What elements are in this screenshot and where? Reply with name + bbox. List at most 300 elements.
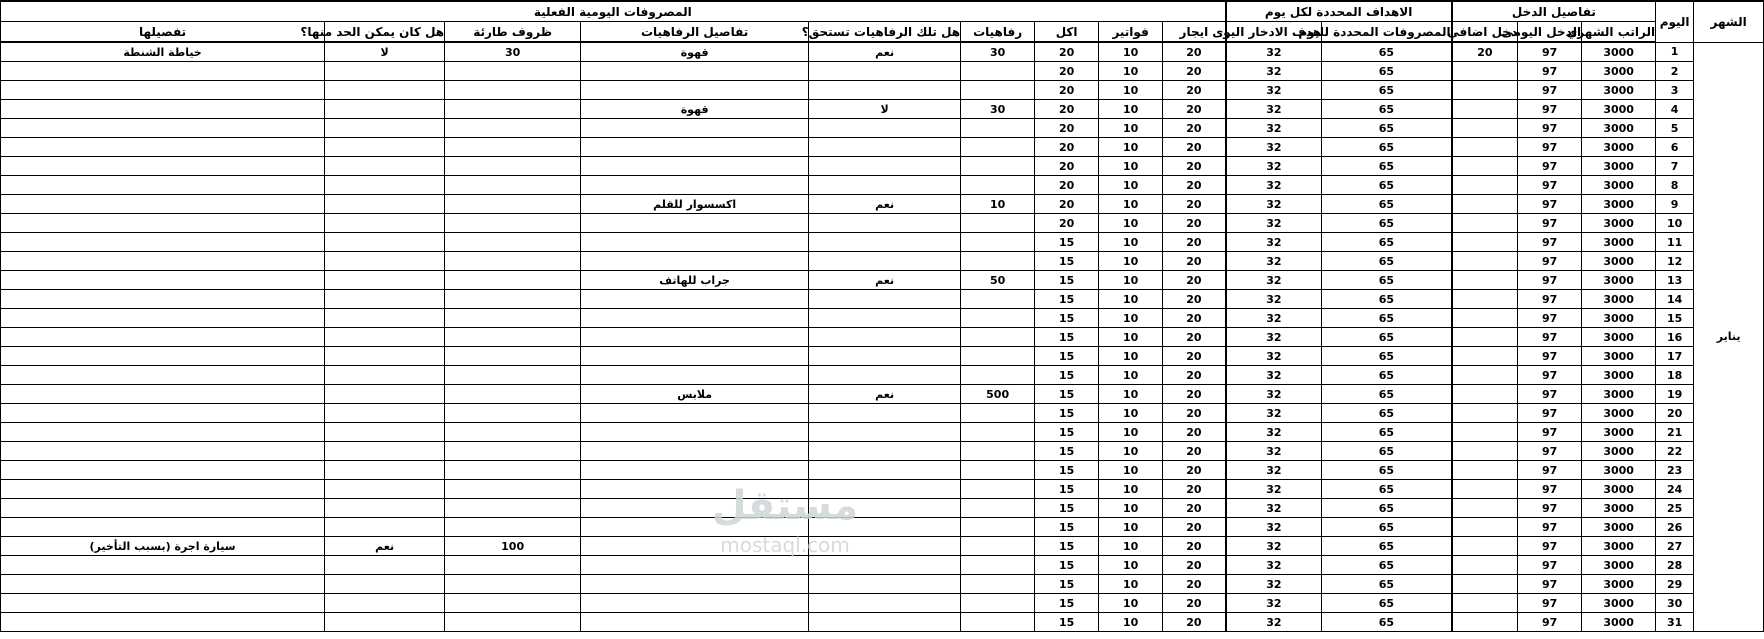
worth-it-cell[interactable] [809,214,961,233]
details-cell[interactable] [1,613,325,632]
luxuries-cell[interactable]: 500 [961,385,1035,404]
worth-it-cell[interactable] [809,594,961,613]
monthly-salary-cell[interactable]: 3000 [1582,556,1656,575]
worth-it-cell[interactable]: لا [809,100,961,119]
worth-it-cell[interactable] [809,537,961,556]
emergencies-cell[interactable] [445,138,581,157]
day-cell[interactable]: 3 [1656,81,1694,100]
day-cell[interactable]: 29 [1656,575,1694,594]
daily-planned-spend-cell[interactable]: 65 [1322,480,1452,499]
luxuries-cell[interactable] [961,518,1035,537]
emergencies-cell[interactable] [445,176,581,195]
worth-it-cell[interactable]: نعم [809,385,961,404]
food-cell[interactable]: 15 [1035,423,1099,442]
daily-saving-target-cell[interactable]: 32 [1226,423,1322,442]
rent-cell[interactable]: 20 [1163,461,1226,480]
luxuries-cell[interactable] [961,81,1035,100]
monthly-salary-cell[interactable]: 3000 [1582,81,1656,100]
bills-cell[interactable]: 10 [1099,309,1163,328]
emergencies-cell[interactable] [445,385,581,404]
rent-cell[interactable]: 20 [1163,100,1226,119]
extra-income-cell[interactable] [1452,594,1518,613]
extra-income-cell[interactable] [1452,499,1518,518]
daily-saving-target-cell[interactable]: 32 [1226,100,1322,119]
daily-saving-target-cell[interactable]: 32 [1226,499,1322,518]
rent-cell[interactable]: 20 [1163,385,1226,404]
emergencies-cell[interactable] [445,518,581,537]
emergencies-cell[interactable]: 100 [445,537,581,556]
food-cell[interactable]: 20 [1035,195,1099,214]
daily-planned-spend-cell[interactable]: 65 [1322,176,1452,195]
could-reduce-cell[interactable] [325,328,445,347]
daily-planned-spend-cell[interactable]: 65 [1322,594,1452,613]
could-reduce-cell[interactable] [325,499,445,518]
could-reduce-cell[interactable]: نعم [325,537,445,556]
could-reduce-cell[interactable] [325,461,445,480]
daily-saving-target-cell[interactable]: 32 [1226,176,1322,195]
luxuries-cell[interactable]: 30 [961,42,1035,62]
daily-planned-spend-cell[interactable]: 65 [1322,423,1452,442]
rent-cell[interactable]: 20 [1163,271,1226,290]
food-cell[interactable]: 15 [1035,290,1099,309]
luxuries-cell[interactable] [961,290,1035,309]
bills-cell[interactable]: 10 [1099,252,1163,271]
details-cell[interactable] [1,271,325,290]
rent-cell[interactable]: 20 [1163,176,1226,195]
details-cell[interactable] [1,195,325,214]
food-cell[interactable]: 15 [1035,594,1099,613]
daily-planned-spend-cell[interactable]: 65 [1322,613,1452,632]
emergencies-cell[interactable] [445,157,581,176]
bills-cell[interactable]: 10 [1099,271,1163,290]
details-cell[interactable] [1,575,325,594]
monthly-salary-cell[interactable]: 3000 [1582,138,1656,157]
extra-income-cell[interactable] [1452,252,1518,271]
rent-cell[interactable]: 20 [1163,195,1226,214]
monthly-salary-cell[interactable]: 3000 [1582,537,1656,556]
luxury-details-cell[interactable] [581,233,809,252]
details-cell[interactable] [1,442,325,461]
details-cell[interactable] [1,214,325,233]
day-cell[interactable]: 27 [1656,537,1694,556]
emergencies-cell[interactable] [445,119,581,138]
luxuries-cell[interactable] [961,62,1035,81]
monthly-salary-cell[interactable]: 3000 [1582,157,1656,176]
extra-income-cell[interactable] [1452,442,1518,461]
emergencies-cell[interactable] [445,613,581,632]
rent-cell[interactable]: 20 [1163,157,1226,176]
daily-income-cell[interactable]: 97 [1518,62,1582,81]
daily-planned-spend-cell[interactable]: 65 [1322,385,1452,404]
daily-saving-target-cell[interactable]: 32 [1226,461,1322,480]
daily-saving-target-cell[interactable]: 32 [1226,518,1322,537]
bills-cell[interactable]: 10 [1099,442,1163,461]
food-cell[interactable]: 15 [1035,499,1099,518]
daily-planned-spend-cell[interactable]: 65 [1322,42,1452,62]
details-cell[interactable] [1,62,325,81]
monthly-salary-cell[interactable]: 3000 [1582,328,1656,347]
bills-cell[interactable]: 10 [1099,328,1163,347]
luxury-details-cell[interactable]: جراب للهاتف [581,271,809,290]
bills-cell[interactable]: 10 [1099,119,1163,138]
luxury-details-cell[interactable] [581,575,809,594]
monthly-salary-cell[interactable]: 3000 [1582,518,1656,537]
could-reduce-cell[interactable] [325,157,445,176]
could-reduce-cell[interactable] [325,271,445,290]
day-cell[interactable]: 26 [1656,518,1694,537]
luxuries-cell[interactable] [961,138,1035,157]
daily-planned-spend-cell[interactable]: 65 [1322,290,1452,309]
daily-income-cell[interactable]: 97 [1518,100,1582,119]
rent-cell[interactable]: 20 [1163,404,1226,423]
food-cell[interactable]: 15 [1035,461,1099,480]
monthly-salary-cell[interactable]: 3000 [1582,309,1656,328]
rent-cell[interactable]: 20 [1163,423,1226,442]
bills-cell[interactable]: 10 [1099,461,1163,480]
day-cell[interactable]: 8 [1656,176,1694,195]
bills-cell[interactable]: 10 [1099,613,1163,632]
luxury-details-cell[interactable] [581,157,809,176]
daily-income-cell[interactable]: 97 [1518,404,1582,423]
day-cell[interactable]: 28 [1656,556,1694,575]
extra-income-cell[interactable] [1452,233,1518,252]
luxury-details-cell[interactable] [581,404,809,423]
luxury-details-cell[interactable] [581,537,809,556]
daily-income-cell[interactable]: 97 [1518,252,1582,271]
could-reduce-cell[interactable] [325,214,445,233]
daily-planned-spend-cell[interactable]: 65 [1322,195,1452,214]
food-cell[interactable]: 15 [1035,613,1099,632]
daily-income-cell[interactable]: 97 [1518,613,1582,632]
luxuries-cell[interactable] [961,157,1035,176]
rent-cell[interactable]: 20 [1163,556,1226,575]
emergencies-cell[interactable] [445,461,581,480]
rent-cell[interactable]: 20 [1163,81,1226,100]
rent-cell[interactable]: 20 [1163,366,1226,385]
emergencies-cell[interactable] [445,442,581,461]
luxury-details-cell[interactable]: قهوة [581,100,809,119]
daily-planned-spend-cell[interactable]: 65 [1322,100,1452,119]
emergencies-cell[interactable] [445,556,581,575]
day-cell[interactable]: 5 [1656,119,1694,138]
emergencies-cell[interactable] [445,328,581,347]
daily-planned-spend-cell[interactable]: 65 [1322,328,1452,347]
worth-it-cell[interactable] [809,328,961,347]
could-reduce-cell[interactable] [325,309,445,328]
extra-income-cell[interactable] [1452,176,1518,195]
monthly-salary-cell[interactable]: 3000 [1582,214,1656,233]
day-cell[interactable]: 19 [1656,385,1694,404]
food-cell[interactable]: 15 [1035,252,1099,271]
food-cell[interactable]: 15 [1035,480,1099,499]
food-cell[interactable]: 15 [1035,442,1099,461]
emergencies-cell[interactable] [445,195,581,214]
emergencies-cell[interactable] [445,252,581,271]
daily-saving-target-cell[interactable]: 32 [1226,328,1322,347]
extra-income-cell[interactable] [1452,366,1518,385]
daily-planned-spend-cell[interactable]: 65 [1322,556,1452,575]
luxuries-cell[interactable] [961,575,1035,594]
food-cell[interactable]: 15 [1035,366,1099,385]
food-cell[interactable]: 20 [1035,214,1099,233]
luxuries-cell[interactable] [961,309,1035,328]
luxury-details-cell[interactable] [581,214,809,233]
extra-income-cell[interactable] [1452,518,1518,537]
rent-cell[interactable]: 20 [1163,347,1226,366]
food-cell[interactable]: 20 [1035,42,1099,62]
emergencies-cell[interactable]: 30 [445,42,581,62]
luxury-details-cell[interactable] [581,290,809,309]
could-reduce-cell[interactable] [325,613,445,632]
details-cell[interactable] [1,138,325,157]
daily-saving-target-cell[interactable]: 32 [1226,157,1322,176]
daily-income-cell[interactable]: 97 [1518,594,1582,613]
daily-saving-target-cell[interactable]: 32 [1226,195,1322,214]
rent-cell[interactable]: 20 [1163,138,1226,157]
worth-it-cell[interactable] [809,556,961,575]
details-cell[interactable] [1,328,325,347]
details-cell[interactable] [1,556,325,575]
luxuries-cell[interactable] [961,461,1035,480]
rent-cell[interactable]: 20 [1163,499,1226,518]
details-cell[interactable] [1,461,325,480]
emergencies-cell[interactable] [445,233,581,252]
rent-cell[interactable]: 20 [1163,575,1226,594]
luxury-details-cell[interactable] [581,252,809,271]
luxury-details-cell[interactable] [581,594,809,613]
luxury-details-cell[interactable] [581,62,809,81]
luxury-details-cell[interactable] [581,518,809,537]
details-cell[interactable]: سيارة اجرة (بسبب التأخير) [1,537,325,556]
luxuries-cell[interactable] [961,366,1035,385]
emergencies-cell[interactable] [445,271,581,290]
luxury-details-cell[interactable] [581,138,809,157]
details-cell[interactable]: خياطة الشنطة [1,42,325,62]
food-cell[interactable]: 15 [1035,404,1099,423]
details-cell[interactable] [1,404,325,423]
daily-income-cell[interactable]: 97 [1518,138,1582,157]
rent-cell[interactable]: 20 [1163,214,1226,233]
monthly-salary-cell[interactable]: 3000 [1582,233,1656,252]
daily-saving-target-cell[interactable]: 32 [1226,480,1322,499]
luxury-details-cell[interactable] [581,176,809,195]
luxury-details-cell[interactable]: اكسسوار للقلم [581,195,809,214]
day-cell[interactable]: 1 [1656,42,1694,62]
luxuries-cell[interactable]: 50 [961,271,1035,290]
bills-cell[interactable]: 10 [1099,556,1163,575]
details-cell[interactable] [1,290,325,309]
could-reduce-cell[interactable] [325,347,445,366]
luxury-details-cell[interactable] [581,613,809,632]
luxuries-cell[interactable] [961,480,1035,499]
rent-cell[interactable]: 20 [1163,309,1226,328]
worth-it-cell[interactable] [809,252,961,271]
monthly-salary-cell[interactable]: 3000 [1582,62,1656,81]
extra-income-cell[interactable] [1452,404,1518,423]
monthly-salary-cell[interactable]: 3000 [1582,480,1656,499]
could-reduce-cell[interactable] [325,442,445,461]
rent-cell[interactable]: 20 [1163,233,1226,252]
could-reduce-cell[interactable] [325,252,445,271]
details-cell[interactable] [1,423,325,442]
luxury-details-cell[interactable] [581,442,809,461]
food-cell[interactable]: 20 [1035,157,1099,176]
day-cell[interactable]: 21 [1656,423,1694,442]
daily-income-cell[interactable]: 97 [1518,119,1582,138]
bills-cell[interactable]: 10 [1099,290,1163,309]
monthly-salary-cell[interactable]: 3000 [1582,423,1656,442]
worth-it-cell[interactable] [809,423,961,442]
daily-planned-spend-cell[interactable]: 65 [1322,347,1452,366]
luxuries-cell[interactable] [961,233,1035,252]
extra-income-cell[interactable] [1452,81,1518,100]
details-cell[interactable] [1,480,325,499]
daily-saving-target-cell[interactable]: 32 [1226,309,1322,328]
luxuries-cell[interactable]: 30 [961,100,1035,119]
bills-cell[interactable]: 10 [1099,347,1163,366]
could-reduce-cell[interactable] [325,423,445,442]
rent-cell[interactable]: 20 [1163,119,1226,138]
food-cell[interactable]: 15 [1035,556,1099,575]
day-cell[interactable]: 18 [1656,366,1694,385]
food-cell[interactable]: 15 [1035,347,1099,366]
emergencies-cell[interactable] [445,290,581,309]
food-cell[interactable]: 15 [1035,575,1099,594]
monthly-salary-cell[interactable]: 3000 [1582,366,1656,385]
extra-income-cell[interactable] [1452,195,1518,214]
could-reduce-cell[interactable] [325,575,445,594]
monthly-salary-cell[interactable]: 3000 [1582,195,1656,214]
daily-income-cell[interactable]: 97 [1518,309,1582,328]
bills-cell[interactable]: 10 [1099,138,1163,157]
luxury-details-cell[interactable] [581,309,809,328]
bills-cell[interactable]: 10 [1099,233,1163,252]
details-cell[interactable] [1,119,325,138]
could-reduce-cell[interactable] [325,480,445,499]
could-reduce-cell[interactable] [325,385,445,404]
day-cell[interactable]: 25 [1656,499,1694,518]
details-cell[interactable] [1,347,325,366]
luxury-details-cell[interactable] [581,461,809,480]
daily-saving-target-cell[interactable]: 32 [1226,347,1322,366]
day-cell[interactable]: 30 [1656,594,1694,613]
day-cell[interactable]: 7 [1656,157,1694,176]
luxury-details-cell[interactable] [581,499,809,518]
daily-planned-spend-cell[interactable]: 65 [1322,119,1452,138]
daily-saving-target-cell[interactable]: 32 [1226,62,1322,81]
day-cell[interactable]: 12 [1656,252,1694,271]
day-cell[interactable]: 4 [1656,100,1694,119]
extra-income-cell[interactable] [1452,62,1518,81]
luxuries-cell[interactable] [961,556,1035,575]
luxury-details-cell[interactable]: ملابس [581,385,809,404]
daily-saving-target-cell[interactable]: 32 [1226,575,1322,594]
could-reduce-cell[interactable] [325,556,445,575]
daily-saving-target-cell[interactable]: 32 [1226,366,1322,385]
emergencies-cell[interactable] [445,309,581,328]
extra-income-cell[interactable] [1452,119,1518,138]
daily-income-cell[interactable]: 97 [1518,157,1582,176]
daily-income-cell[interactable]: 97 [1518,195,1582,214]
daily-planned-spend-cell[interactable]: 65 [1322,252,1452,271]
extra-income-cell[interactable] [1452,328,1518,347]
luxury-details-cell[interactable]: قهوة [581,42,809,62]
day-cell[interactable]: 17 [1656,347,1694,366]
food-cell[interactable]: 15 [1035,537,1099,556]
details-cell[interactable] [1,252,325,271]
luxuries-cell[interactable]: 10 [961,195,1035,214]
daily-saving-target-cell[interactable]: 32 [1226,442,1322,461]
could-reduce-cell[interactable] [325,62,445,81]
emergencies-cell[interactable] [445,81,581,100]
luxury-details-cell[interactable] [581,119,809,138]
daily-income-cell[interactable]: 97 [1518,556,1582,575]
daily-planned-spend-cell[interactable]: 65 [1322,404,1452,423]
emergencies-cell[interactable] [445,404,581,423]
worth-it-cell[interactable] [809,309,961,328]
details-cell[interactable] [1,366,325,385]
bills-cell[interactable]: 10 [1099,214,1163,233]
daily-income-cell[interactable]: 97 [1518,442,1582,461]
worth-it-cell[interactable] [809,480,961,499]
daily-saving-target-cell[interactable]: 32 [1226,404,1322,423]
bills-cell[interactable]: 10 [1099,423,1163,442]
extra-income-cell[interactable] [1452,214,1518,233]
worth-it-cell[interactable] [809,499,961,518]
could-reduce-cell[interactable] [325,404,445,423]
bills-cell[interactable]: 10 [1099,518,1163,537]
could-reduce-cell[interactable] [325,518,445,537]
worth-it-cell[interactable] [809,518,961,537]
daily-planned-spend-cell[interactable]: 65 [1322,62,1452,81]
details-cell[interactable] [1,385,325,404]
emergencies-cell[interactable] [445,594,581,613]
monthly-salary-cell[interactable]: 3000 [1582,100,1656,119]
bills-cell[interactable]: 10 [1099,499,1163,518]
bills-cell[interactable]: 10 [1099,62,1163,81]
extra-income-cell[interactable] [1452,613,1518,632]
luxuries-cell[interactable] [961,613,1035,632]
daily-planned-spend-cell[interactable]: 65 [1322,233,1452,252]
daily-income-cell[interactable]: 97 [1518,214,1582,233]
extra-income-cell[interactable] [1452,271,1518,290]
monthly-salary-cell[interactable]: 3000 [1582,385,1656,404]
daily-planned-spend-cell[interactable]: 65 [1322,499,1452,518]
rent-cell[interactable]: 20 [1163,328,1226,347]
extra-income-cell[interactable] [1452,138,1518,157]
bills-cell[interactable]: 10 [1099,81,1163,100]
rent-cell[interactable]: 20 [1163,594,1226,613]
monthly-salary-cell[interactable]: 3000 [1582,594,1656,613]
bills-cell[interactable]: 10 [1099,480,1163,499]
luxury-details-cell[interactable] [581,347,809,366]
could-reduce-cell[interactable] [325,81,445,100]
could-reduce-cell[interactable] [325,366,445,385]
worth-it-cell[interactable] [809,176,961,195]
emergencies-cell[interactable] [445,366,581,385]
luxuries-cell[interactable] [961,594,1035,613]
luxuries-cell[interactable] [961,347,1035,366]
worth-it-cell[interactable] [809,233,961,252]
worth-it-cell[interactable] [809,119,961,138]
daily-planned-spend-cell[interactable]: 65 [1322,138,1452,157]
daily-income-cell[interactable]: 97 [1518,347,1582,366]
extra-income-cell[interactable] [1452,157,1518,176]
worth-it-cell[interactable] [809,347,961,366]
daily-planned-spend-cell[interactable]: 65 [1322,537,1452,556]
could-reduce-cell[interactable]: لا [325,42,445,62]
day-cell[interactable]: 31 [1656,613,1694,632]
